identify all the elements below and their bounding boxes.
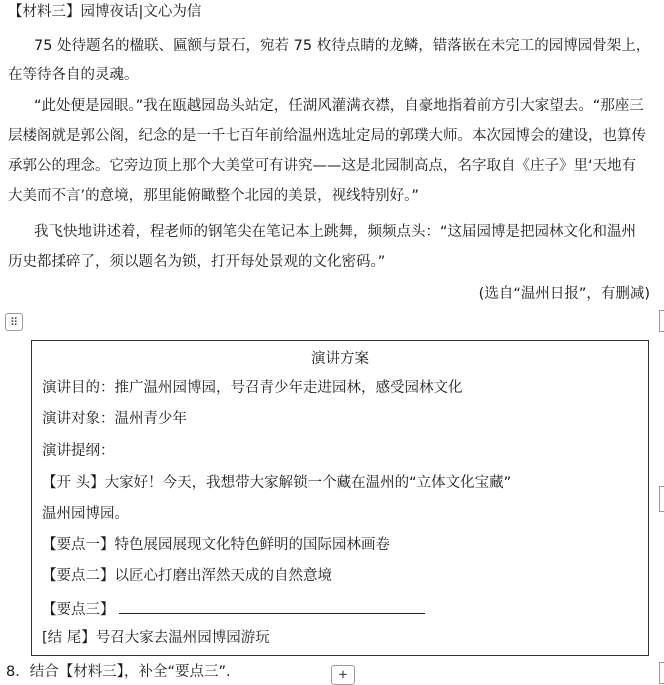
plan-audience: 演讲对象：温州青少年: [42, 411, 187, 427]
plan-point-one: 【要点一】特色展园展现文化特色鲜明的国际园林画卷: [42, 537, 390, 553]
plan-title: 演讲方案: [311, 351, 369, 367]
plan-point-two: 【要点二】以匠心打磨出浑然天成的自然意境: [42, 568, 332, 584]
paragraph-line: 承郭公的理念。它旁边顶上那个大美堂可有讲究——这是北园制高点，名字取自《庄子》里‘天地有: [8, 158, 637, 174]
paragraph-line: 层楼阁就是郭公阁，纪念的是一千七百年前给温州选址定局的郭璞大师。本次园博会的建设，也算传: [8, 128, 646, 144]
paragraph-line: 历史都揉碎了，须以题名为锁，打开每处景观的文化密码。”: [8, 254, 386, 270]
plan-opening-continued: 温州园博园。: [42, 506, 129, 522]
paragraph-line: 75 处待题名的楹联、匾额与景石，宛若 75 枚待点睛的龙鳞，错落嵌在未完工的园博园骨架上，: [34, 38, 651, 54]
plan-outline-label: 演讲提纲：: [42, 443, 115, 459]
paragraph-line: 大美而不言’的意境，那里能俯瞰整个北园的美景，视线特别好。”: [8, 188, 419, 204]
drag-handle-icon[interactable]: ⠿: [5, 313, 23, 331]
add-block-icon[interactable]: +: [331, 665, 355, 685]
edge-handle-bottom[interactable]: [659, 662, 664, 684]
speech-plan-box: [31, 340, 649, 656]
plan-opening: 【开 头】大家好！今天，我想带大家解锁一个藏在温州的“立体文化宝藏”: [42, 475, 512, 491]
source-note: (选自“温州日报”，有删减): [478, 286, 650, 302]
paragraph-line: 在等待各自的灵魂。: [8, 67, 139, 83]
edge-handle-middle[interactable]: [659, 486, 664, 512]
material-heading: 【材料三】园博夜话|文心为信: [8, 4, 202, 20]
point-three-label: 【要点三】: [42, 602, 115, 618]
paragraph-line: 我飞快地讲述着，程老师的钢笔尖在笔记本上跳舞，频频点头：“这届园博是把园林文化和温州: [34, 224, 637, 240]
edge-handle-top[interactable]: [659, 310, 664, 332]
paragraph-line: “此处便是园眼。”我在瓯越园岛头站定，任湖风灌满衣襟，自豪地指着前方引大家望去。“那座三: [34, 98, 644, 114]
plan-ending: [结 尾】号召大家去温州园博园游玩: [42, 630, 270, 646]
plan-purpose: 演讲目的：推广温州园博园，号召青少年走进园林，感受园林文化: [42, 380, 463, 396]
plan-point-three: [42, 598, 425, 620]
question-prompt: 8．结合【材料三】，补全“要点三”.: [6, 664, 231, 680]
answer-blank[interactable]: [119, 598, 425, 614]
